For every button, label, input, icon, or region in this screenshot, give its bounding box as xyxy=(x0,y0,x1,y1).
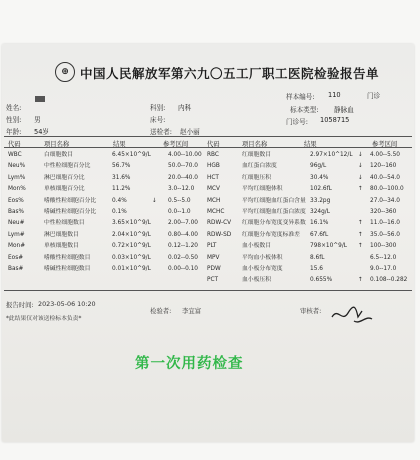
left-row-code: Neu# xyxy=(8,220,25,227)
right-row-result: 102.6fL xyxy=(310,186,332,193)
right-row-result: 798×10^9/L xyxy=(310,243,348,250)
col-ref-left: 参考区间 xyxy=(163,141,189,148)
left-row-name: 白细胞数目 xyxy=(44,152,73,158)
right-row-code: MCHC xyxy=(207,209,225,215)
clinic-no-label: 门诊号: xyxy=(286,118,309,126)
left-row-name: 中性粒细胞数目 xyxy=(44,220,85,227)
right-row-ref: 0.108--0.282 xyxy=(370,277,408,284)
right-row-ref: 11.0--16.0 xyxy=(370,220,400,227)
right-row-code: PDW xyxy=(207,266,221,272)
sample-no-label: 样本编号: xyxy=(286,93,315,101)
doctor-label: 送检者: xyxy=(150,128,173,136)
gender-value: 男 xyxy=(34,116,41,124)
inspector-label: 检验者: xyxy=(150,307,172,315)
left-row-result: 0.01×10^9/L xyxy=(112,266,151,272)
gender-label: 性别: xyxy=(6,116,22,124)
right-row-code: RDW-CV xyxy=(207,220,232,227)
sample-no-value: 110 xyxy=(328,91,341,99)
right-row-name: 血红蛋白浓度 xyxy=(242,163,277,170)
right-row-flag: ↓ xyxy=(358,152,363,158)
left-row-code: Mon% xyxy=(8,186,26,193)
left-row-result: 56.7% xyxy=(112,163,131,170)
left-row-code: Mon# xyxy=(8,243,26,250)
left-row-result: 11.2% xyxy=(112,186,131,193)
right-row-code: PLT xyxy=(207,243,217,250)
footer-note: *此结果仅对该送检标本负责* xyxy=(6,316,82,322)
left-row-ref: 0.0--1.0 xyxy=(168,209,191,215)
right-row-code: MCV xyxy=(207,186,221,193)
name-label: 姓名: xyxy=(6,104,22,112)
age-label: 年龄: xyxy=(6,128,22,136)
bed-label: 床号: xyxy=(150,116,166,124)
sample-type-label: 标本类型: xyxy=(290,106,319,114)
right-row-name: 平均红细胞血红蛋白浓度 xyxy=(242,209,306,215)
doctor-value: 赵小丽 xyxy=(180,128,200,136)
right-row-ref: 40.0--54.0 xyxy=(370,174,400,181)
left-row-name: 淋巴细胞百分比 xyxy=(44,174,85,181)
right-row-result: 324g/L xyxy=(310,209,330,215)
right-row-flag: ↑ xyxy=(358,243,363,250)
right-row-ref: 9.0--17.0 xyxy=(370,266,397,272)
right-row-result: 8.6fL xyxy=(310,254,325,261)
left-row-name: 中性粒细胞百分比 xyxy=(44,163,91,170)
right-row-ref: 120--160 xyxy=(370,163,397,170)
left-row-result: 2.04×10^9/L xyxy=(112,231,151,238)
right-row-flag: ↑ xyxy=(358,186,363,193)
right-row-code: MPV xyxy=(207,254,220,261)
clinic-no-value: 1058715 xyxy=(320,116,350,124)
report-time-label: 报告时间: xyxy=(6,301,34,309)
right-row-ref: 35.0--56.0 xyxy=(370,231,400,238)
right-row-result: 33.2pg xyxy=(310,197,331,204)
left-row-code: Bas% xyxy=(8,209,25,215)
right-row-name: 血小板数目 xyxy=(242,243,271,250)
right-row-name: 平均红细胞体积 xyxy=(242,186,283,193)
left-row-code: WBC xyxy=(8,152,22,158)
col-code-right: 代码 xyxy=(207,141,220,148)
right-row-name: 平均红细胞血红蛋白含量 xyxy=(242,197,306,204)
left-row-ref: 0.02--0.50 xyxy=(168,254,198,261)
left-row-result: 0.72×10^9/L xyxy=(112,243,151,250)
right-row-ref: 4.00--5.50 xyxy=(370,152,400,158)
left-row-code: Eos% xyxy=(8,197,24,204)
inspector-value: 李宜富 xyxy=(182,307,202,315)
left-row-name: 淋巴细胞数目 xyxy=(44,231,79,238)
right-row-name: 红细胞压积 xyxy=(242,174,271,181)
right-row-flag: ↑ xyxy=(358,220,363,227)
right-row-result: 16.1% xyxy=(310,220,329,227)
left-row-ref: 0.12--1.20 xyxy=(168,243,198,250)
right-row-result: 96g/L xyxy=(310,163,327,170)
right-row-ref: 27.0--34.0 xyxy=(370,197,400,204)
right-row-name: 红细胞分布宽度标准差 xyxy=(242,231,300,238)
left-row-ref: 4.00--10.00 xyxy=(168,152,202,158)
right-row-name: 红细胞数目 xyxy=(242,152,271,158)
hospital-logo: ⊕ xyxy=(55,62,75,82)
left-row-code: Lym% xyxy=(8,174,26,181)
left-row-ref: 0.5--5.0 xyxy=(168,197,191,204)
header-rule-top xyxy=(4,136,412,137)
col-result-left: 结果 xyxy=(113,141,126,148)
right-row-name: 平均血小板体积 xyxy=(242,254,283,261)
left-row-ref: 2.00--7.00 xyxy=(168,220,198,227)
right-row-name: 血小板分布宽度 xyxy=(242,266,283,272)
right-row-code: HGB xyxy=(207,163,220,170)
right-row-result: 30.4% xyxy=(310,174,329,181)
left-row-name: 单核细胞百分比 xyxy=(44,186,85,193)
clinic-type: 门诊 xyxy=(367,92,381,100)
table-rule-bottom xyxy=(4,290,412,291)
reviewer-signature xyxy=(330,303,374,327)
age-value: 54岁 xyxy=(34,128,49,136)
dept-value: 内科 xyxy=(178,104,192,112)
report-title: 中国人民解放军第六九〇五工厂职工医院检验报告单 xyxy=(80,66,380,81)
right-row-result: 2.97×10^12/L xyxy=(310,152,353,158)
left-row-result: 0.4% xyxy=(112,197,127,204)
left-row-result: 0.03×10^9/L xyxy=(112,254,151,261)
left-row-flag: ↓ xyxy=(152,197,157,204)
left-row-code: Neu% xyxy=(8,163,26,170)
sample-type-value: 静脉血 xyxy=(334,106,354,114)
col-name-right: 项目名称 xyxy=(242,141,268,148)
left-row-result: 0.1% xyxy=(112,209,127,215)
left-row-ref: 3.0--12.0 xyxy=(168,186,195,193)
left-row-code: Eos# xyxy=(8,254,24,261)
right-row-code: HCT xyxy=(207,174,219,181)
left-row-name: 嗜碱性粒细胞数目 xyxy=(44,266,91,272)
left-row-name: 嗜酸性粒细胞百分比 xyxy=(44,197,97,204)
right-row-result: 0.655% xyxy=(310,277,333,284)
right-row-name: 血小板压积 xyxy=(242,277,271,284)
left-row-ref: 0.80--4.00 xyxy=(168,231,198,238)
right-row-result: 15.6 xyxy=(310,266,323,272)
right-row-code: PCT xyxy=(207,277,219,284)
right-row-code: RBC xyxy=(207,152,219,158)
right-row-flag: ↓ xyxy=(358,174,363,181)
dept-label: 科别: xyxy=(150,104,166,112)
col-name-left: 项目名称 xyxy=(44,141,70,148)
right-row-flag: ↓ xyxy=(358,163,363,170)
left-row-result: 3.65×10^9/L xyxy=(112,220,151,227)
left-row-code: Bas# xyxy=(8,266,24,272)
handwritten-annotation: 第一次用药检查 xyxy=(135,356,244,372)
right-row-code: MCH xyxy=(207,197,221,204)
col-code-left: 代码 xyxy=(8,141,21,148)
right-row-result: 67.6fL xyxy=(310,231,329,238)
report-time-value: 2023-05-06 10:20 xyxy=(38,300,96,308)
right-row-ref: 320--360 xyxy=(370,209,397,215)
col-result-right: 结果 xyxy=(304,141,317,148)
col-ref-right: 参考区间 xyxy=(372,141,398,148)
right-row-ref: 80.0--100.0 xyxy=(370,186,404,193)
right-row-code: RDW-SD xyxy=(207,231,232,238)
reviewer-label: 审核者: xyxy=(300,307,322,315)
left-row-ref: 20.0--40.0 xyxy=(168,174,198,181)
left-row-code: Lym# xyxy=(8,231,25,238)
left-row-name: 单核细胞数目 xyxy=(44,243,79,250)
right-row-flag: ↑ xyxy=(358,231,363,238)
right-row-flag: ↑ xyxy=(358,277,363,284)
redacted-name xyxy=(35,96,45,102)
right-row-ref: 100--300 xyxy=(370,243,397,250)
left-row-ref: 0.00--0.10 xyxy=(168,266,198,272)
left-row-ref: 50.0--70.0 xyxy=(168,163,198,170)
left-row-result: 6.45×10^9/L xyxy=(112,152,151,158)
right-row-ref: 6.5--12.0 xyxy=(370,254,397,261)
left-row-result: 31.6% xyxy=(112,174,131,181)
left-row-name: 嗜碱性粒细胞百分比 xyxy=(44,209,97,215)
right-row-name: 红细胞分布宽度变异系数 xyxy=(242,220,306,227)
left-row-name: 嗜酸性粒细胞数目 xyxy=(44,254,91,261)
